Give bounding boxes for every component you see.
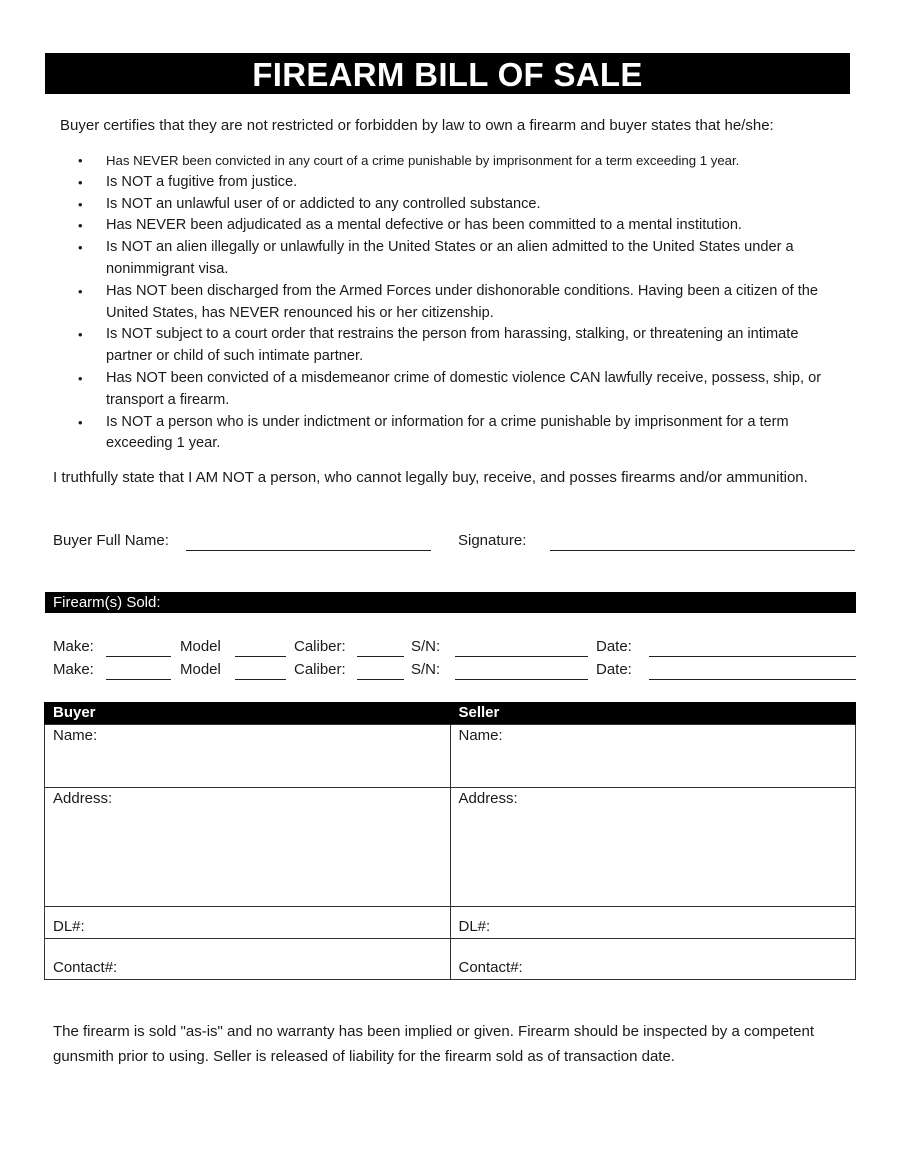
buyer-contact-label: Contact#: [53, 959, 118, 976]
make-field[interactable] [106, 659, 171, 680]
bullet-icon: • [78, 218, 83, 234]
requirement-item: • Is NOT a fugitive from justice. [106, 172, 840, 194]
seller-name-cell[interactable] [450, 725, 856, 788]
buyer-full-name-field[interactable] [186, 530, 431, 551]
firearms-sold-header: Firearm(s) Sold: [45, 592, 856, 613]
buyer-signature-row [53, 530, 858, 554]
page-title: FIREARM BILL OF SALE [45, 53, 850, 94]
signature-field[interactable] [550, 530, 855, 551]
date-field[interactable] [649, 636, 856, 657]
buyer-seller-table [44, 702, 856, 980]
bullet-icon: • [78, 153, 83, 168]
buyer-column-header: Buyer [45, 702, 451, 725]
seller-contact-label: Contact#: [458, 959, 523, 976]
requirement-item: • Has NEVER been adjudicated as a mental defective or has been committed to a mental institution. [106, 215, 840, 237]
sn-field[interactable] [455, 659, 588, 680]
make-label: Make: [53, 661, 94, 678]
requirement-item: • Has NOT been discharged from the Armed Forces under dishonorable conditions. Having been a citizen of the United States, has NEVER renounced his or her citizenship. [78, 282, 818, 321]
bullet-icon: • [78, 196, 83, 212]
requirement-item: • Is NOT an alien illegally or unlawfully in the United States or an alien admitted to the United States under a nonimmigrant visa. [78, 239, 794, 277]
requirement-item: • Is NOT an unlawful user of or addicted to any controlled substance. [106, 194, 840, 216]
buyer-name-cell[interactable] [45, 725, 451, 788]
seller-name-label: Name: [458, 727, 503, 744]
requirement-item: • Has NEVER been convicted in any court of a crime punishable by imprisonment for a term exceeding 1 year. [106, 150, 840, 172]
requirements-list [60, 150, 840, 455]
caliber-field[interactable] [357, 636, 404, 657]
caliber-label: Caliber: [294, 661, 346, 678]
intro-text: Buyer certifies that they are not restricted or forbidden by law to own a firearm and buyer states that he/she: [60, 117, 774, 134]
seller-dl-cell[interactable] [450, 907, 856, 939]
model-field[interactable] [235, 659, 286, 680]
certification-statement: I truthfully state that I AM NOT a person, who cannot legally buy, receive, and posses firearms and/or ammunition. [53, 469, 808, 486]
sn-label: S/N: [411, 661, 441, 678]
date-label: Date: [596, 661, 632, 678]
caliber-field[interactable] [357, 659, 404, 680]
model-field[interactable] [235, 636, 286, 657]
firearm-row [53, 636, 858, 658]
seller-dl-label: DL#: [458, 918, 491, 935]
signature-label: Signature: [458, 532, 527, 549]
seller-contact-cell[interactable] [450, 939, 856, 980]
seller-address-cell[interactable] [450, 788, 856, 907]
requirement-item: • Has NOT been convicted of a misdemeanor crime of domestic violence CAN lawfully receive, possess, ship, or transport a firearm. [78, 369, 822, 408]
requirement-item: • Is NOT subject to a court order that restrains the person from harassing, stalking, or threatening an intimate partner or child of such intimate partner. [78, 326, 799, 365]
seller-address-label: Address: [458, 790, 518, 807]
sn-field[interactable] [455, 636, 588, 657]
disclaimer-text: The firearm is sold "as-is" and no warranty has been implied or given. Firearm should be inspected by a competent gunsmith prior to using. Seller is released of liability for the firearm sold as of transaction date. [53, 1023, 815, 1065]
bullet-icon: • [78, 240, 83, 256]
bullet-icon: • [78, 283, 83, 299]
buyer-dl-label: DL#: [53, 918, 85, 935]
buyer-contact-cell[interactable] [45, 939, 451, 980]
buyer-dl-cell[interactable] [45, 907, 451, 939]
bullet-icon: • [78, 414, 83, 430]
bullet-icon: • [78, 174, 83, 190]
buyer-full-name-label: Buyer Full Name: [53, 532, 169, 549]
make-label: Make: [53, 638, 94, 655]
date-label: Date: [596, 638, 632, 655]
buyer-address-label: Address: [53, 790, 113, 807]
make-field[interactable] [106, 636, 171, 657]
requirement-item: • Is NOT a person who is under indictment or information for a crime punishable by imprisonment for a term exceeding 1 year. [78, 413, 789, 452]
sn-label: S/N: [411, 638, 441, 655]
date-field[interactable] [649, 659, 856, 680]
buyer-name-label: Name: [53, 727, 98, 744]
bullet-icon: • [78, 370, 83, 386]
bullet-icon: • [78, 327, 83, 343]
model-label: Model [180, 661, 221, 678]
seller-column-header: Seller [450, 702, 856, 725]
model-label: Model [180, 638, 221, 655]
buyer-address-cell[interactable] [45, 788, 451, 907]
firearm-row [53, 659, 858, 681]
caliber-label: Caliber: [294, 638, 346, 655]
